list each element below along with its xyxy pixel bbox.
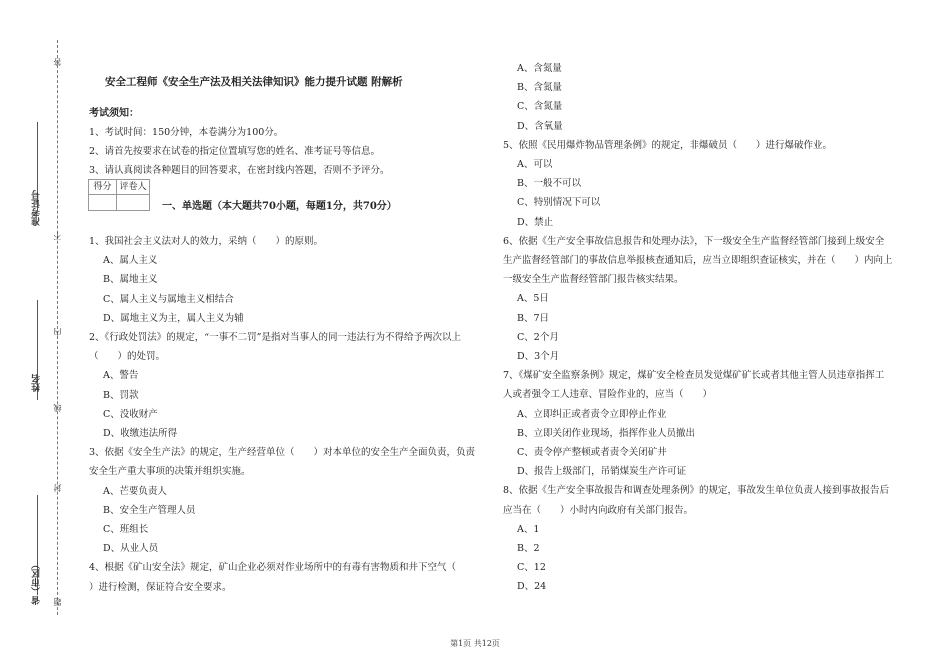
margin-ti: 题 <box>53 598 62 606</box>
answer-option: A、5日 <box>517 293 549 305</box>
answer-option: C、12 <box>517 562 546 574</box>
answer-option: A、芒要负责人 <box>103 485 167 497</box>
question-text: 应当在（ ）小时内向政府有关部门报告。 <box>503 504 694 516</box>
answer-option: D、24 <box>517 581 547 593</box>
question-text: 6、依据《生产安全事故信息报告和处理办法》，下一级安全生产监督经管部门接到上级安全 <box>503 235 885 247</box>
answer-option: C、班组长 <box>103 524 149 535</box>
question-text: 人或者强令工人违章、冒险作业的，应当（ ） <box>503 389 713 401</box>
exam-title: 安全工程师《安全生产法及相关法律知识》能力提升试题 附解析 <box>105 76 403 88</box>
score-box <box>88 179 150 211</box>
margin-nei: 内 <box>53 328 62 336</box>
score-label: 得分 <box>89 180 117 194</box>
question-text: 安全生产重大事项的决策并组织实施。 <box>89 466 251 478</box>
answer-option: C、2个月 <box>517 331 559 343</box>
question-text: 一级安全生产监督经管部门报告核实结果。 <box>503 274 684 286</box>
answer-option: A、可以 <box>517 159 553 170</box>
answer-option: D、含氧量 <box>517 120 563 132</box>
notice-item: 2、请首先按要求在试卷的指定位置填写您的姓名、准考证号等信息。 <box>89 146 381 157</box>
zhunkao-label: 准考证号 <box>32 190 42 226</box>
margin-bu: 不 <box>53 232 62 240</box>
answer-option: C、特别情况下可以 <box>517 197 601 209</box>
answer-option: D、收缴违法所得 <box>103 428 178 439</box>
question-text: 3、依据《安全生产法》的规定，生产经营单位（ ）对本单位的安全生产全面负责，负责 <box>89 447 476 459</box>
answer-option: B、7日 <box>517 312 550 324</box>
answer-option: C、没收财产 <box>103 408 158 420</box>
answer-option: A、1 <box>517 523 540 535</box>
answer-option: C、责令停产整顿或者责令关闭矿井 <box>517 447 667 458</box>
answer-option: B、含氮量 <box>517 82 562 94</box>
province-label: 省（市区） <box>32 560 42 605</box>
answer-option: B、立即关闭作业现场，指挥作业人员撤出 <box>517 427 695 439</box>
answer-option: B、属地主义 <box>103 274 158 286</box>
answer-option: A、属人主义 <box>103 255 158 267</box>
answer-option: D、禁止 <box>517 216 554 228</box>
answer-option: A、立即纠正或者责令立即停止作业 <box>517 408 667 420</box>
question-text: 4、根据《矿山安全法》规定，矿山企业必须对作业场所中的有毒有害物质和井下空气（ <box>89 562 457 574</box>
answer-option: A、警告 <box>103 370 139 382</box>
binding-margin <box>0 0 70 671</box>
question-text: 1、我国社会主义法对人的效力，采纳（ ）的原则。 <box>89 236 324 247</box>
answer-option: C、含氮量 <box>517 101 563 113</box>
answer-option: D、报告上级部门，吊销煤炭生产许可证 <box>517 466 687 478</box>
answer-option: B、安全生产管理人员 <box>103 504 196 516</box>
question-text: 7、《煤矿安全监察条例》规定，煤矿安全检查员发觉煤矿矿长或者其他主管人员违章指挥工 <box>503 370 885 382</box>
margin-feng: 封 <box>53 484 62 492</box>
question-text: 8、依据《生产安全事故报告和调查处理条例》的规定，事故发生单位负责人接到事故报告后 <box>503 485 890 497</box>
page-footer: 第1页 共12页 <box>450 639 500 648</box>
notice-item: 1、考试时间：150分钟，本卷满分为100分。 <box>89 127 284 138</box>
notice-heading: 考试须知： <box>89 108 139 119</box>
answer-option: D、从业人员 <box>103 543 159 555</box>
answer-option: D、属地主义为主，属人主义为辅 <box>103 312 244 324</box>
margin-xian: 线 <box>53 404 62 412</box>
name-label: 姓名 <box>32 374 42 392</box>
answer-option: A、含氮量 <box>517 63 562 74</box>
grader-label: 评卷人 <box>119 182 147 192</box>
notice-item: 3、请认真阅读各种题目的回答要求，在密封线内答题，否则不予评分。 <box>89 165 390 176</box>
answer-option: C、属人主义与属地主义相结合 <box>103 293 234 305</box>
answer-option: B、一般不可以 <box>517 178 581 190</box>
answer-option: B、罚款 <box>103 389 139 401</box>
question-text: （ ）的处罚。 <box>89 351 166 363</box>
question-text: 生产监督经管部门的事故信息举报核查通知后，应当立即组织查证核实，并在（ ）内向上 <box>503 255 893 266</box>
margin-da: 答 <box>53 58 62 66</box>
question-text: 5、依照《民用爆炸物品管理条例》的规定，非爆破员（ ）进行爆破作业。 <box>503 139 833 151</box>
question-text: ）进行检测，保证符合安全要求。 <box>89 581 232 593</box>
question-text: 2、《行政处罚法》的规定，“一事不二罚”是指对当事人的同一违法行为不得给予两次以上 <box>89 332 462 343</box>
section-title: 一、单选题（本大题共70小题，每题1分，共70分） <box>162 201 397 212</box>
answer-option: D、3个月 <box>517 351 560 362</box>
answer-option: B、2 <box>517 543 540 554</box>
